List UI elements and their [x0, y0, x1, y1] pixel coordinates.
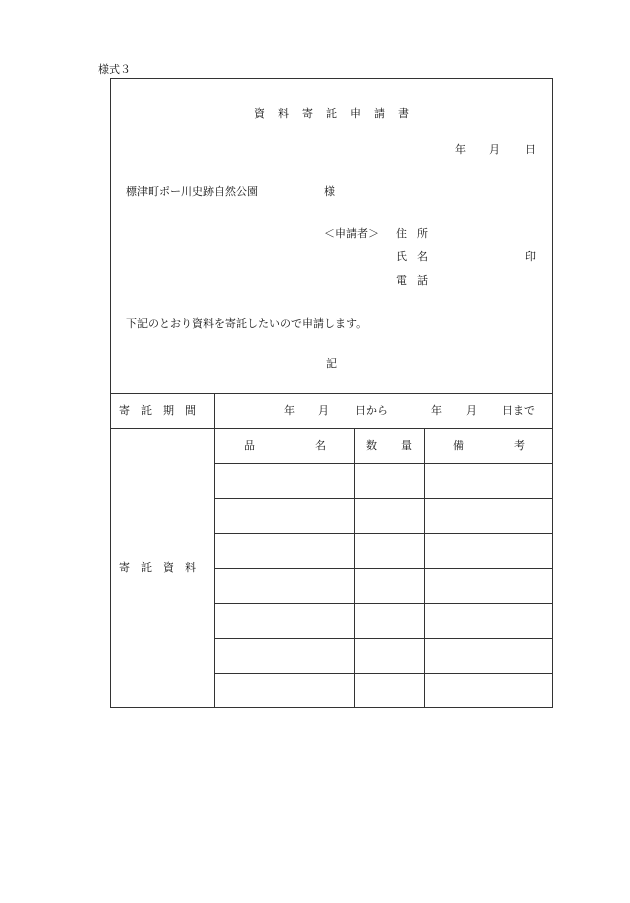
materials-row-line: [214, 533, 553, 534]
seal-mark: 印: [525, 250, 536, 263]
header-item-name-2: 名: [315, 439, 326, 452]
label-column-divider: [214, 393, 215, 708]
addressee-name: 標津町ポー川史跡自然公園: [126, 185, 258, 198]
form-title: 資 料 寄 託 申 請 書: [254, 107, 409, 120]
ki-heading: 記: [326, 357, 337, 370]
materials-row-line: [214, 673, 553, 674]
header-remarks-1: 備: [453, 439, 464, 452]
form-number: 様式３: [98, 63, 131, 76]
period-label: 寄 託 期 間: [119, 404, 196, 417]
materials-row-line: [214, 603, 553, 604]
period-to-month: 月: [466, 404, 477, 417]
period-from-month: 月: [318, 404, 329, 417]
materials-row-line: [214, 463, 553, 464]
header-item-name-1: 品: [244, 439, 255, 452]
application-statement: 下記のとおり資料を寄託したいので申請します。: [126, 317, 368, 330]
period-top-border: [110, 393, 553, 394]
header-quantity-2: 量: [401, 439, 412, 452]
header-remarks-2: 考: [514, 439, 525, 452]
period-bottom-border: [110, 428, 553, 429]
materials-row-line: [214, 498, 553, 499]
date-day-label: 日: [525, 143, 536, 156]
period-from-day: 日から: [355, 404, 388, 417]
name-label: 氏 名: [396, 250, 428, 263]
phone-label: 電 話: [396, 274, 428, 287]
materials-row-line: [214, 638, 553, 639]
header-quantity-1: 数: [366, 439, 377, 452]
period-to-day: 日まで: [502, 404, 535, 417]
period-to-year: 年: [431, 404, 442, 417]
address-label: 住 所: [396, 227, 428, 240]
date-month-label: 月: [489, 143, 500, 156]
materials-row-line: [214, 568, 553, 569]
applicant-label: ＜申請者＞: [324, 227, 379, 240]
period-from-year: 年: [284, 404, 295, 417]
materials-label: 寄 託 資 料: [119, 561, 196, 574]
date-year-label: 年: [455, 143, 466, 156]
addressee-honorific: 様: [324, 185, 335, 198]
